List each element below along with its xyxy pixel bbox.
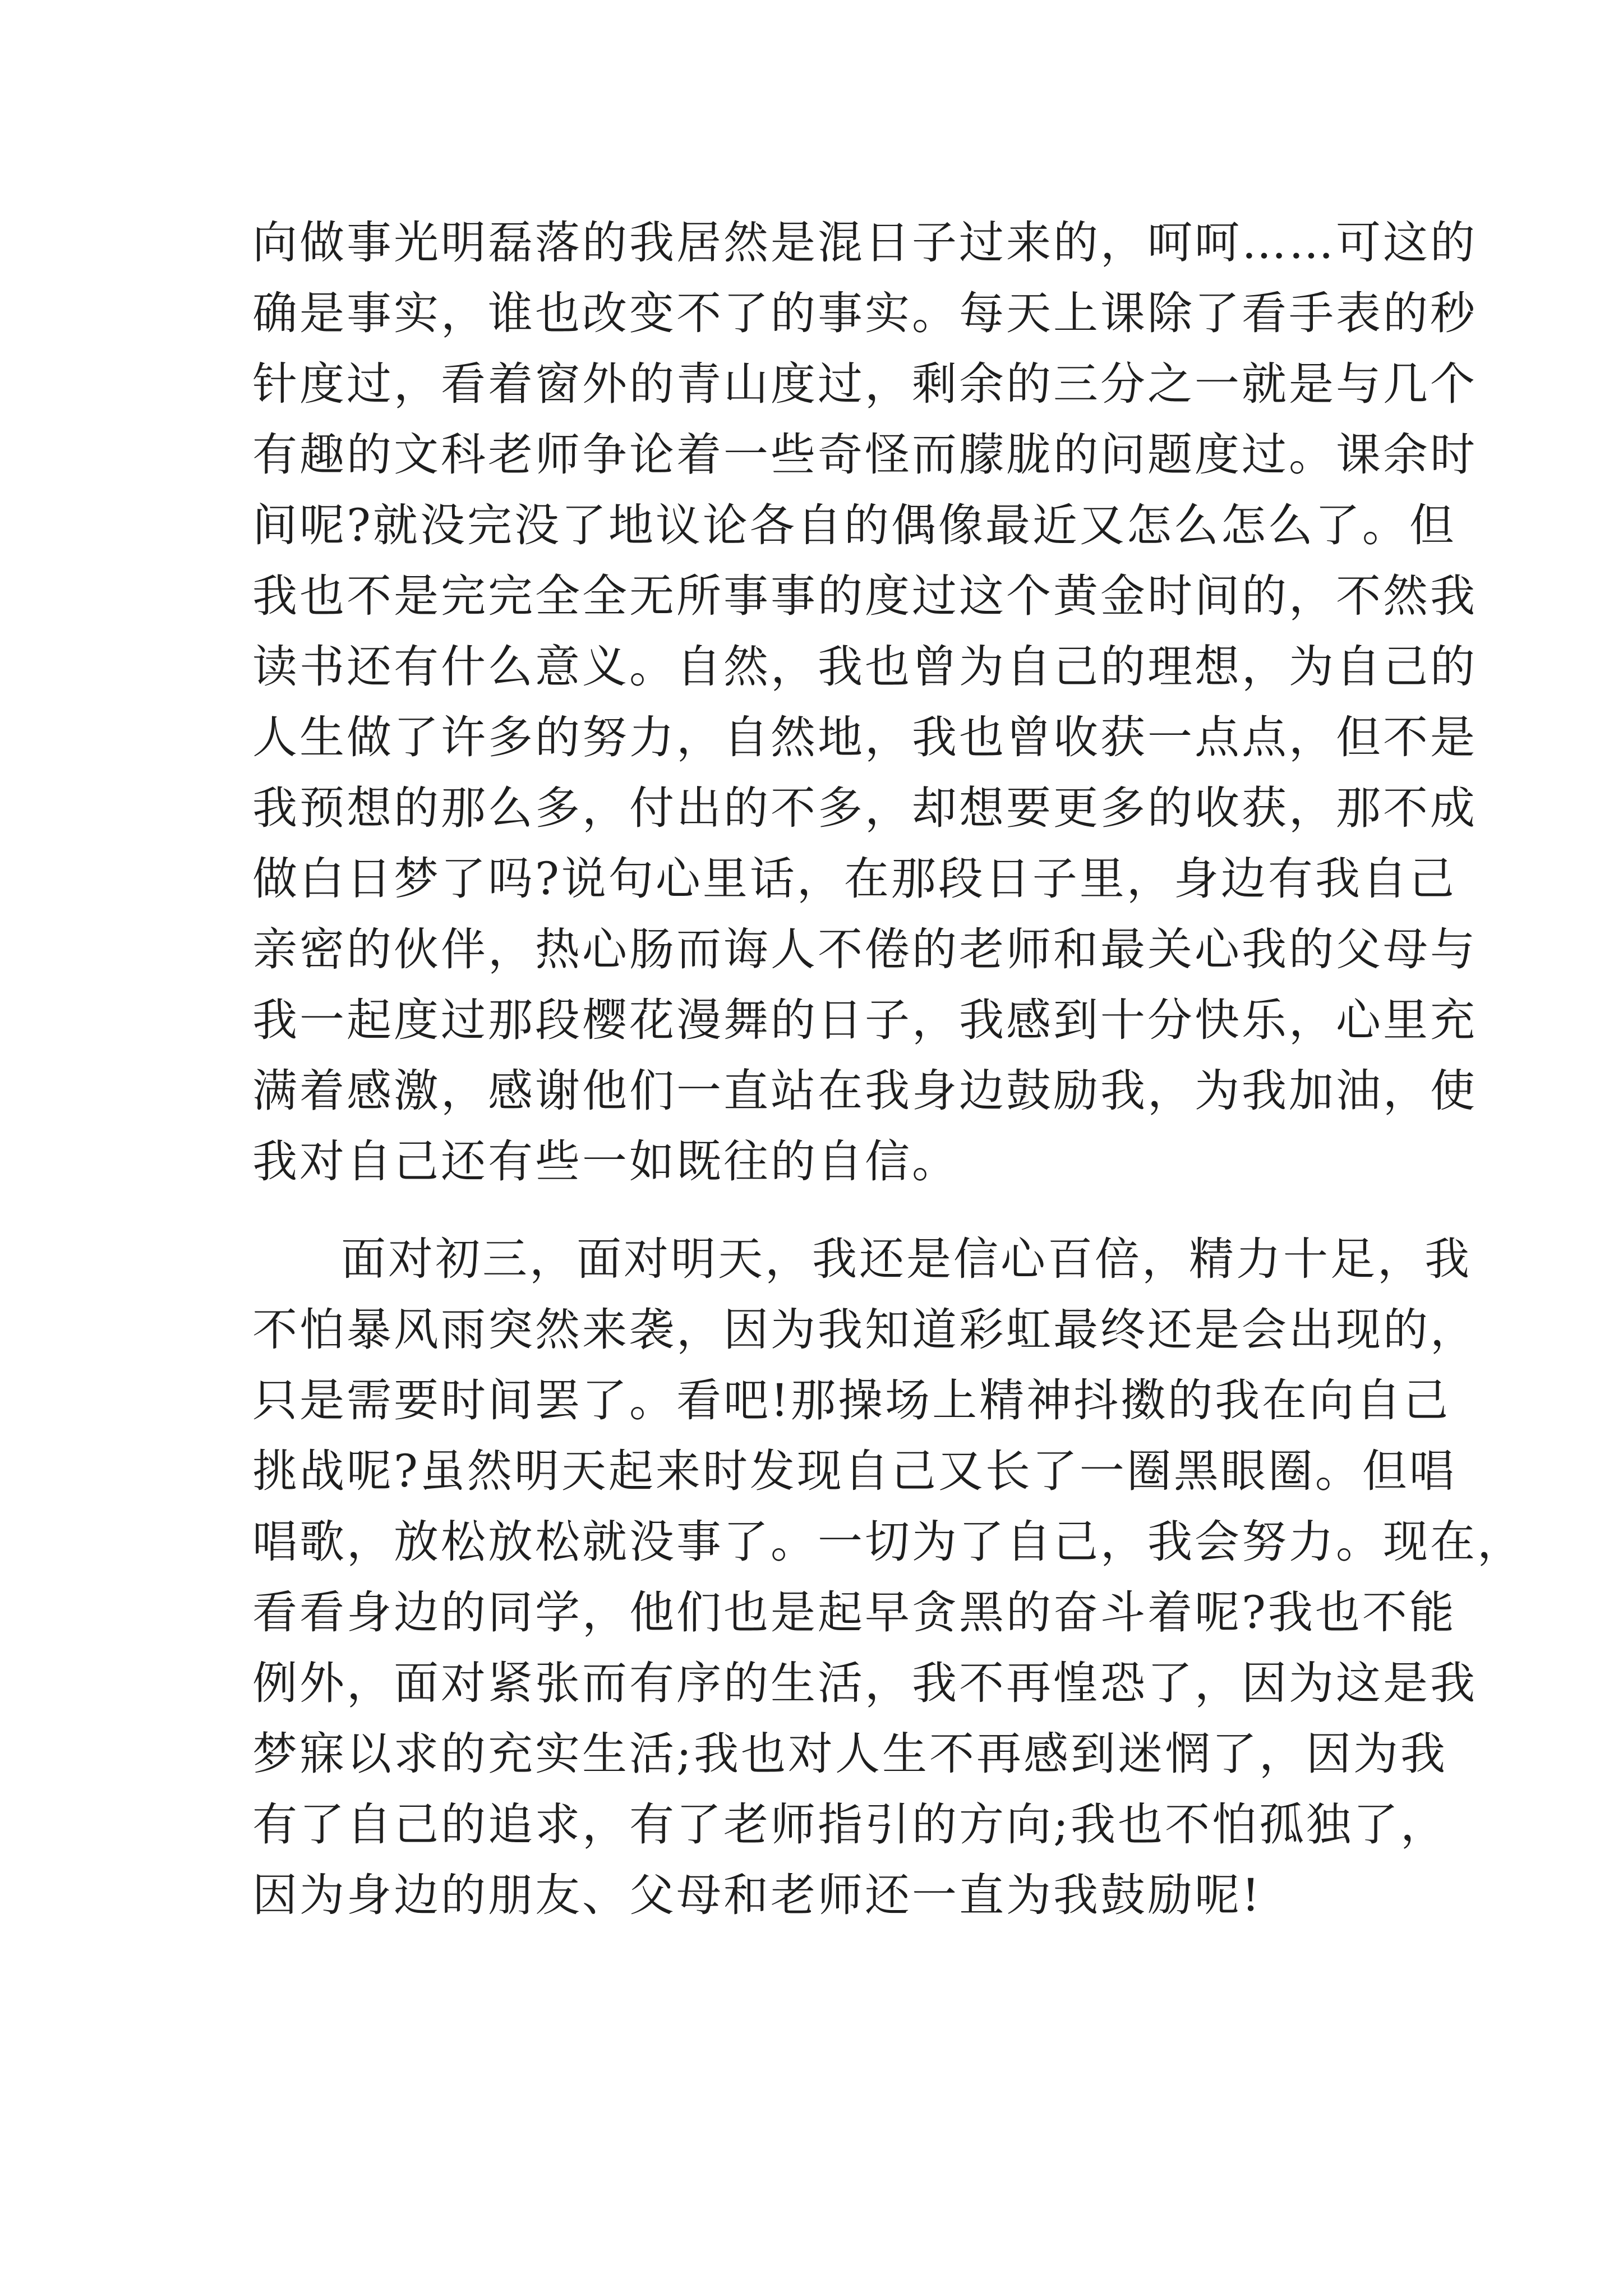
text-line: 做白日梦了吗?说句心里话，在那段日子里，身边有我自己 (252, 853, 1456, 905)
text-line: 针度过，看着窗外的青山度过，剩余的三分之一就是与几个 (252, 358, 1477, 410)
text-line: 看看身边的同学，他们也是起早贪黑的奋斗着呢?我也不能 (252, 1586, 1456, 1639)
paragraph-spacer (252, 1197, 1391, 1224)
text-line: 我一起度过那段樱花漫舞的日子，我感到十分快乐，心里充 (252, 994, 1477, 1046)
text-line: 挑战呢?虽然明天起来时发现自己又长了一圈黑眼圈。但唱 (252, 1445, 1456, 1497)
text-line: 向做事光明磊落的我居然是混日子过来的，呵呵……可这的 (252, 217, 1477, 269)
text-line: 亲密的伙伴，热心肠而诲人不倦的老师和最关心我的父母与 (252, 923, 1477, 976)
text-line: 不怕暴风雨突然来袭，因为我知道彩虹最终还是会出现的， (252, 1304, 1477, 1356)
text-line: 确是事实，谁也改变不了的事实。每天上课除了看手表的秒 (252, 287, 1477, 339)
paragraph-2 (252, 1224, 1524, 1931)
paragraph-1 (252, 208, 1477, 1197)
text-line: 有了自己的追求，有了老师指引的方向;我也不怕孤独了， (252, 1798, 1447, 1851)
text-line: 例外，面对紧张而有序的生活，我不再惶恐了，因为这是我 (252, 1657, 1477, 1709)
text-line: 读书还有什么意义。自然，我也曾为自己的理想，为自己的 (252, 641, 1477, 693)
text-line: 因为身边的朋友、父母和老师还一直为我鼓励呢! (252, 1869, 1262, 1921)
text-line: 只是需要时间罢了。看吧!那操场上精神抖擞的我在向自己 (252, 1374, 1451, 1427)
essay-body (252, 208, 1524, 1931)
text-line: 间呢?就没完没了地议论各自的偶像最近又怎么怎么了。但 (252, 499, 1456, 551)
text-line: 面对初三，面对明天，我还是信心百倍，精力十足，我 (341, 1233, 1472, 1285)
text-line: 我也不是完完全全无所事事的度过这个黄金时间的，不然我 (252, 570, 1477, 622)
text-line: 有趣的文科老师争论着一些奇怪而朦胧的问题度过。课余时 (252, 429, 1477, 481)
text-line: 梦寐以求的充实生活;我也对人生不再感到迷惘了，因为我 (252, 1728, 1447, 1780)
text-line: 满着感激，感谢他们一直站在我身边鼓励我，为我加油，使 (252, 1065, 1477, 1117)
text-line: 人生做了许多的努力，自然地，我也曾收获一点点，但不是 (252, 711, 1477, 763)
text-line: 我对自己还有些一如既往的自信。 (252, 1135, 959, 1188)
text-line: 我预想的那么多，付出的不多，却想要更多的收获，那不成 (252, 782, 1477, 834)
text-line: 唱歌，放松放松就没事了。一切为了自己，我会努力。现在， (252, 1516, 1524, 1568)
